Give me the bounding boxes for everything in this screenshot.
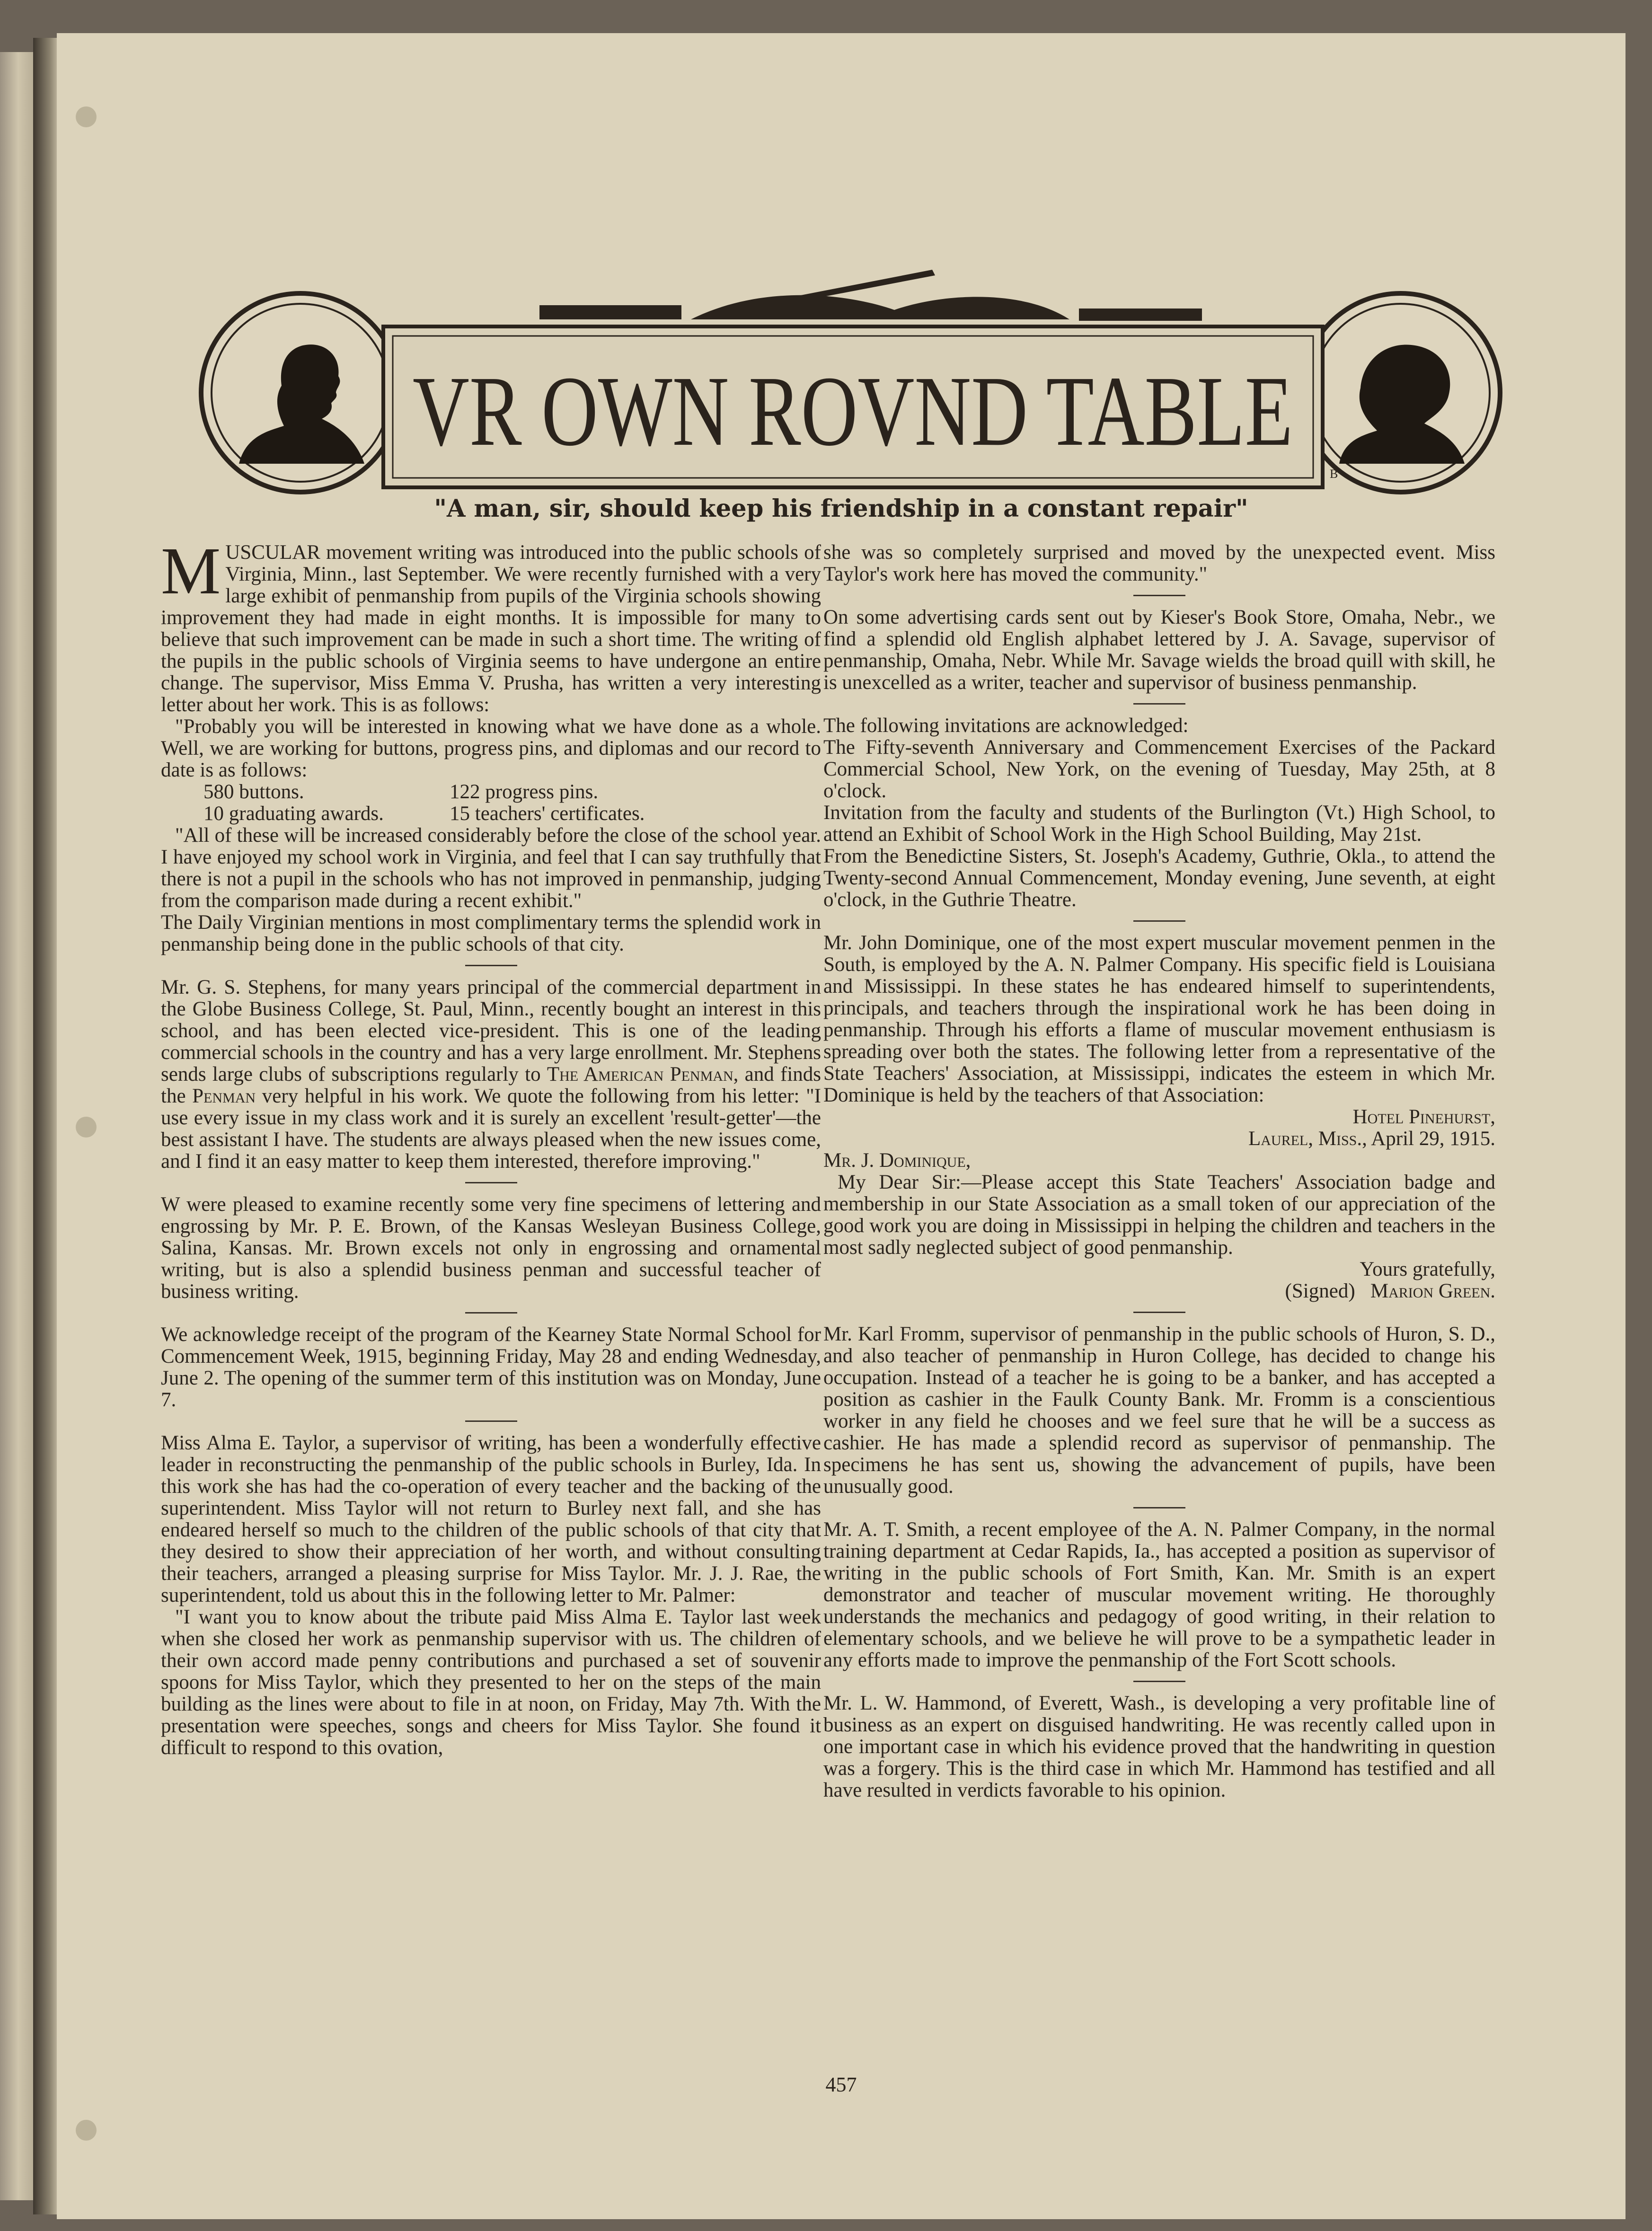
section-divider	[465, 965, 517, 966]
letter-salutation: Mr. J. Dominique,	[823, 1149, 971, 1172]
banner-title: VR OWN ROVND TABLE	[413, 355, 1293, 467]
magazine-page	[57, 33, 1625, 2219]
section-divider	[1133, 703, 1185, 705]
letter-dateline: Laurel, Miss., April 29, 1915.	[1248, 1128, 1495, 1150]
paragraph: W were pleased to examine recently some very fine specimens of lettering and engrossing by Mr. P. E. Brown, of the Kansas Wesleyan Business College, Salina, Kansas. Mr. Brown excels not only in engrossing and ornamental writing, but is also a splendid business penman and successful teacher of business writing.	[161, 1193, 821, 1303]
right-portrait-medallion	[1301, 293, 1500, 492]
section-divider	[1133, 1681, 1185, 1682]
right-column	[823, 542, 1495, 1801]
paragraph: Mr. John Dominique, one of the most expert muscular movement penmen in the South, is employed by the A. N. Palmer Company. His specific field is Louisiana and Mississippi. In these states he has endeared himself to superintendents, principals, and teachers through the inspirational work he has been doing in penmanship. Through his efforts a flame of muscular movement enthusiasm is spreading over both the states. The following letter from a representative of the State Teachers' Association, at Mississippi, indicates the esteem in which Mr. Dominique is held by the teachers of that Association:	[823, 932, 1495, 1106]
letter-heading: Hotel Pinehurst,	[1352, 1106, 1495, 1128]
paragraph: On some advertising cards sent out by Kieser's Book Store, Omaha, Nebr., we find a splendid old English alphabet lettered by J. A. Savage, supervisor of penmanship, Omaha, Nebr. While Mr. Savage wields the broad quill with skill, he is unexcelled as a writer, teacher and supervisor of business penmanship.	[823, 606, 1495, 694]
stats-row: 10 graduating awards. 15 teachers' certificates.	[203, 802, 645, 825]
paragraph: Mr. G. S. Stephens, for many years principal of the commercial department in the Globe Business College, St. Paul, Minn., recently bought an interest in this school, and has been elected vice-president. This is one of the leading commercial schools in the country and has a very large enrollment. Mr. Stephens sends large clubs of subscriptions regularly to The American Penman, and finds the Penman very helpful in his work. We quote the following from his letter: "I use every issue in my class work and it is surely an excellent 'result-getter'—the best assistant I have. The students are always pleased when the new issues come, and I find it an easy matter to keep them interested, therefore improving."	[161, 976, 822, 1173]
binding-hole	[76, 106, 97, 127]
section-divider	[1133, 1312, 1185, 1313]
section-divider	[1133, 1507, 1185, 1508]
binding-hole	[76, 1117, 97, 1138]
section-divider	[1133, 920, 1185, 922]
header-quote: "A man, sir, should keep his friendship in a constant repair"	[434, 494, 1248, 523]
paragraph: "Probably you will be interested in knowing what we have done as a whole. Well, we are working for buttons, progress pins, and diplomas and our record to date is as follows:	[161, 715, 821, 781]
paragraph: The following invitations are acknowledged:	[823, 714, 1189, 737]
paragraph: Mr. L. W. Hammond, of Everett, Wash., is developing a very profitable line of business as an expert on disguised handwriting. He was recently called upon in one important case in which his evidence proved that the handwriting in question was a forgery. This is the third case in which Mr. Hammond has testified and all have resulted in verdicts favorable to his opinion.	[823, 1692, 1495, 1801]
paragraph: Mr. A. T. Smith, a recent employee of the A. N. Palmer Company, in the normal training department at Cedar Rapids, Ia., has accepted a position as supervisor of writing in the public schools of Fort Smith, Kan. Mr. Smith is an expert demonstrator and teacher of muscular movement writing. He thoroughly understands the mechanics and pedagogy of good writing, in their relation to elementary schools, and we believe he will prove to be a sympathetic leader in any efforts made to improve the penmanship of the Fort Scott schools.	[823, 1518, 1495, 1671]
page-number: 457	[825, 2073, 857, 2096]
paragraph: My Dear Sir:—Please accept this State Teachers' Association badge and membership in our State Association as a small token of our appreciation of the good work you are doing in Mississippi in helping the children and teachers in the most sadly neglected subject of good penmanship.	[823, 1171, 1495, 1259]
section-divider	[465, 1312, 517, 1314]
paragraph: "All of these will be increased considerably before the close of the school year. I have enjoyed my school work in Virginia, and feel that I can say truthfully that there is not a pupil in the schools who has not improved in penmanship, judging from the comparison made during a recent exhibit."	[161, 824, 821, 912]
paragraph: "I want you to know about the tribute paid Miss Alma E. Taylor last week when she closed her work as penmanship supervisor with us. The children of their own accord made penny contributions and purchased a set of souvenir spoons for Miss Taylor, which they presented to her on the steps of the main building as the lines were about to file in at noon, on Friday, May 7th. With the presentation were speeches, songs and cheers for Miss Taylor. She found it difficult to respond to this ovation,	[161, 1606, 821, 1759]
letter-closing: Yours gratefully,	[1360, 1258, 1495, 1280]
header-banner	[194, 256, 1505, 502]
paragraph: she was so completely surprised and moved by the unexpected event. Miss Taylor's work here has moved the community."	[823, 541, 1495, 585]
left-column	[161, 533, 822, 1759]
section-divider	[465, 1182, 517, 1183]
paragraph: The Daily Virginian mentions in most complimentary terms the splendid work in penmanship being done in the public schools of that city.	[161, 911, 821, 955]
paragraph: The Fifty-seventh Anniversary and Commencement Exercises of the Packard Commercial School, New York, on the evening of Tuesday, May 25th, at 8 o'clock.	[823, 736, 1495, 802]
left-portrait-medallion	[201, 293, 400, 492]
stats-row: 580 buttons. 122 progress pins.	[203, 781, 599, 803]
artist-mark: B	[1330, 467, 1338, 481]
paragraph: From the Benedictine Sisters, St. Joseph's Academy, Guthrie, Okla., to attend the Twenty-second Annual Commencement, Monday evening, June seventh, at eight o'clock, in the Guthrie Theatre.	[823, 845, 1495, 911]
book-ornament	[539, 270, 1202, 321]
paragraph: Miss Alma E. Taylor, a supervisor of writing, has been a wonderfully effective leader in reconstructing the penmanship of the public schools in Burley, Ida. In this work she has had the co-operation of every teacher and the backing of the superintendent. Miss Taylor will not return to Burley next fall, and she has endeared herself so much to the children of the public schools of that city that they desired to show their appreciation of her worth, and without consulting their teachers, arranged a pleasing surprise for Miss Taylor. Mr. J. J. Rae, the superintendent, told us about this in the following letter to Mr. Palmer:	[161, 1432, 821, 1606]
binding-hole	[76, 2120, 97, 2141]
paragraph: Invitation from the faculty and students of the Burlington (Vt.) High School, to attend an Exhibit of School Work in the High School Building, May 21st.	[823, 802, 1495, 846]
letter-signature: (Signed) Marion Green.	[1285, 1280, 1495, 1302]
paragraph: We acknowledge receipt of the program of the Kearney State Normal School for Commencement Week, 1915, beginning Friday, May 28 and ending Wednesday, June 2. The opening of the summer term of this institution was on Monday, June 7.	[161, 1323, 821, 1411]
paragraph: Mr. Karl Fromm, supervisor of penmanship in the public schools of Huron, S. D., and also teacher of penmanship in Huron College, has decided to change his occupation. Instead of a teacher he is going to be a banker, and has accepted a position as cashier in the Faulk County Bank. Mr. Fromm is a conscientious worker in any field he chooses and we feel sure that he will be a success as cashier. He has made a splendid record as supervisor of penmanship. The specimens he has sent us, showing the advancement of pupils, have been unusually good.	[823, 1323, 1495, 1498]
paragraph: MUSCULAR movement writing was introduced into the public schools of Virginia, Minn., last September. We were recently furnished with a very large exhibit of penmanship from pupils of the Virginia schools showing improvement they had made in eight months. It is impossible for many to believe that such improvement can be made in such a short time. The writing of the pupils in the public schools of Virginia seems to have undergone an entire change. The supervisor, Miss Emma V. Prusha, has written a very interesting letter about her work. This is as follows:	[161, 533, 821, 716]
drop-cap: M	[161, 533, 221, 608]
section-divider	[465, 1420, 517, 1422]
adjacent-page-edge	[0, 52, 33, 2200]
section-divider	[1133, 595, 1185, 596]
